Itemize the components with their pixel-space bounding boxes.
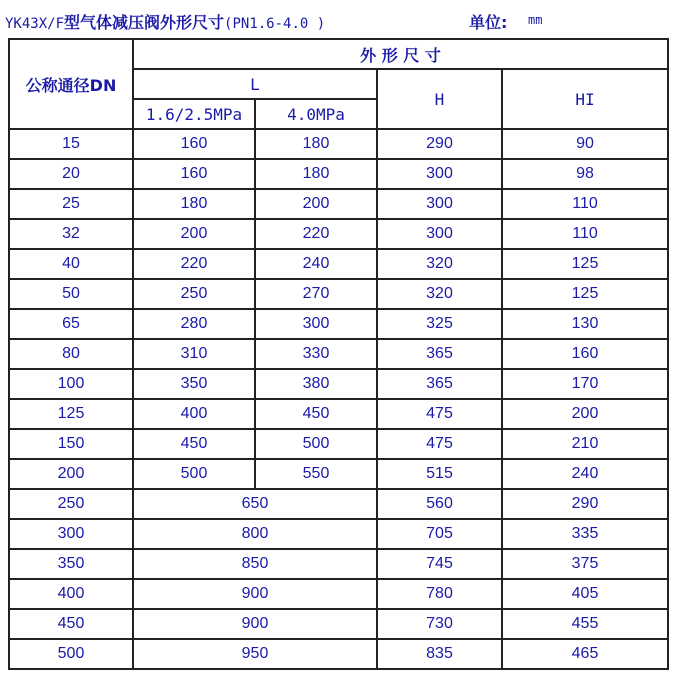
cell-h: 365 — [377, 369, 502, 399]
table-row — [9, 429, 668, 459]
cell-l1: 310 — [133, 339, 255, 369]
cell-dn: 50 — [9, 279, 133, 309]
cell-l2: 300 — [255, 309, 377, 339]
header-l2: 4.0MPa — [255, 99, 377, 129]
cell-dn: 20 — [9, 159, 133, 189]
header-dn: 公称通径DN — [9, 39, 133, 129]
cell-h1: 455 — [502, 609, 668, 639]
cell-l2: 450 — [255, 399, 377, 429]
cell-h: 730 — [377, 609, 502, 639]
table-row — [9, 159, 668, 189]
cell-h: 325 — [377, 309, 502, 339]
cell-h1: 405 — [502, 579, 668, 609]
cell-h1: 160 — [502, 339, 668, 369]
cell-h: 560 — [377, 489, 502, 519]
unit-value: mm — [528, 13, 543, 27]
cell-dn: 350 — [9, 549, 133, 579]
header-h1: HI — [502, 69, 668, 129]
table-row — [9, 279, 668, 309]
unit-label: 单位: — [469, 13, 508, 32]
pressure-spec: (PN1.6-4.0 ) — [224, 16, 326, 32]
table-row — [9, 489, 668, 519]
table-row — [9, 609, 668, 639]
cell-l1: 500 — [133, 459, 255, 489]
cell-h1: 125 — [502, 279, 668, 309]
title-name: 型气体减压阀外形尺寸 — [64, 13, 225, 32]
cell-h1: 465 — [502, 639, 668, 669]
cell-dn: 300 — [9, 519, 133, 549]
cell-l1: 160 — [133, 159, 255, 189]
cell-l1: 180 — [133, 189, 255, 219]
cell-l: 900 — [133, 609, 377, 639]
dimensions-table — [8, 38, 669, 670]
cell-h: 365 — [377, 339, 502, 369]
document-title — [5, 10, 685, 36]
header-l: L — [133, 69, 377, 99]
cell-dn: 500 — [9, 639, 133, 669]
cell-h: 745 — [377, 549, 502, 579]
cell-l: 650 — [133, 489, 377, 519]
cell-l2: 240 — [255, 249, 377, 279]
cell-l1: 160 — [133, 129, 255, 159]
cell-h1: 170 — [502, 369, 668, 399]
cell-h1: 375 — [502, 549, 668, 579]
cell-l1: 280 — [133, 309, 255, 339]
table-row — [9, 399, 668, 429]
cell-h: 780 — [377, 579, 502, 609]
cell-h: 300 — [377, 159, 502, 189]
cell-l2: 180 — [255, 129, 377, 159]
cell-h1: 290 — [502, 489, 668, 519]
cell-dn: 65 — [9, 309, 133, 339]
table-row — [9, 549, 668, 579]
cell-l2: 550 — [255, 459, 377, 489]
cell-l2: 270 — [255, 279, 377, 309]
cell-h: 835 — [377, 639, 502, 669]
cell-h: 475 — [377, 429, 502, 459]
cell-h: 515 — [377, 459, 502, 489]
model-code: YK43X/F — [5, 16, 65, 32]
header-l1: 1.6/2.5MPa — [133, 99, 255, 129]
header-dims: 外 形 尺 寸 — [133, 39, 668, 69]
cell-h: 320 — [377, 279, 502, 309]
cell-h: 320 — [377, 249, 502, 279]
table-row — [9, 519, 668, 549]
cell-l: 800 — [133, 519, 377, 549]
cell-l1: 200 — [133, 219, 255, 249]
table-row — [9, 579, 668, 609]
cell-l1: 450 — [133, 429, 255, 459]
cell-l: 850 — [133, 549, 377, 579]
cell-dn: 125 — [9, 399, 133, 429]
table-row — [9, 249, 668, 279]
cell-h: 300 — [377, 219, 502, 249]
cell-l2: 220 — [255, 219, 377, 249]
cell-dn: 80 — [9, 339, 133, 369]
cell-h1: 125 — [502, 249, 668, 279]
table-row — [9, 639, 668, 669]
cell-h1: 90 — [502, 129, 668, 159]
cell-l2: 380 — [255, 369, 377, 399]
cell-h1: 240 — [502, 459, 668, 489]
cell-h: 475 — [377, 399, 502, 429]
cell-dn: 15 — [9, 129, 133, 159]
cell-dn: 32 — [9, 219, 133, 249]
cell-h: 705 — [377, 519, 502, 549]
table-row — [9, 309, 668, 339]
cell-l2: 200 — [255, 189, 377, 219]
cell-dn: 150 — [9, 429, 133, 459]
cell-h1: 110 — [502, 219, 668, 249]
cell-l2: 330 — [255, 339, 377, 369]
cell-h1: 335 — [502, 519, 668, 549]
table-row — [9, 219, 668, 249]
table-row — [9, 339, 668, 369]
cell-l: 950 — [133, 639, 377, 669]
cell-l2: 500 — [255, 429, 377, 459]
cell-l1: 350 — [133, 369, 255, 399]
cell-h1: 130 — [502, 309, 668, 339]
cell-h: 300 — [377, 189, 502, 219]
cell-h: 290 — [377, 129, 502, 159]
cell-h1: 200 — [502, 399, 668, 429]
cell-dn: 200 — [9, 459, 133, 489]
cell-l2: 180 — [255, 159, 377, 189]
table-row — [9, 189, 668, 219]
cell-dn: 400 — [9, 579, 133, 609]
table-row — [9, 459, 668, 489]
cell-h1: 98 — [502, 159, 668, 189]
cell-dn: 250 — [9, 489, 133, 519]
cell-h1: 210 — [502, 429, 668, 459]
cell-l1: 250 — [133, 279, 255, 309]
cell-dn: 450 — [9, 609, 133, 639]
cell-dn: 25 — [9, 189, 133, 219]
cell-l1: 400 — [133, 399, 255, 429]
table-row — [9, 369, 668, 399]
table-row — [9, 129, 668, 159]
cell-dn: 40 — [9, 249, 133, 279]
cell-h1: 110 — [502, 189, 668, 219]
cell-dn: 100 — [9, 369, 133, 399]
header-h: H — [377, 69, 502, 129]
cell-l: 900 — [133, 579, 377, 609]
cell-l1: 220 — [133, 249, 255, 279]
